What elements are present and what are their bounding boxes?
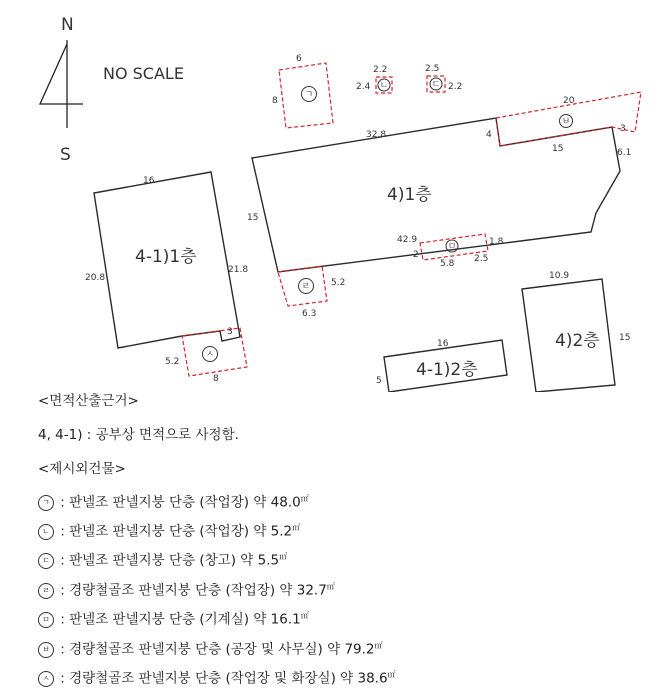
dim-label: 21.8 xyxy=(228,265,249,275)
annex-symbol: ㅅ xyxy=(205,350,215,360)
dim-label: 16 xyxy=(437,339,449,349)
item-text: : 판넬조 판넬지붕 단층 (창고) 약 5.5 xyxy=(56,552,280,569)
south-label: S xyxy=(60,145,71,165)
building-4-floor1 xyxy=(247,118,631,272)
annex-d xyxy=(425,64,462,92)
annex-symbol: ㅁ xyxy=(447,242,457,252)
annex-symbol-badge: ㄹ xyxy=(38,583,54,599)
annex-symbol: ㄴ xyxy=(379,81,389,91)
extra-building-item xyxy=(38,521,300,540)
dim-label: 42.9 xyxy=(397,235,418,245)
north-arrow xyxy=(40,15,83,165)
dim-label: 6.1 xyxy=(617,148,632,158)
annex-n xyxy=(356,65,392,93)
building-4-1-floor1-label: 4-1)1층 xyxy=(135,247,197,267)
building-4-1-floor2 xyxy=(376,339,507,392)
dim-label: 15 xyxy=(619,333,631,343)
dim-label: 32.8 xyxy=(366,130,387,140)
annex-m xyxy=(413,234,504,269)
extra-building-item xyxy=(38,492,309,511)
building-4-1-floor1 xyxy=(85,172,248,348)
dim-label: 2 xyxy=(413,250,419,260)
building-4-floor2 xyxy=(522,271,630,392)
dim-label: 20 xyxy=(563,96,575,106)
building-4-floor1-label: 4)1층 xyxy=(387,185,432,205)
north-label: N xyxy=(61,15,74,35)
sqm-unit: ㎡ xyxy=(300,494,309,503)
item-text: : 판넬조 판넬지붕 단층 (기계실) 약 16.1 xyxy=(56,611,301,628)
annex-b xyxy=(496,92,641,146)
dim-label: 6 xyxy=(296,54,302,64)
annex-symbol: ㅂ xyxy=(561,117,571,127)
annex-symbol: ㄹ xyxy=(301,282,311,292)
dim-label: 3 xyxy=(227,327,233,337)
item-text: : 경량철골조 판넬지붕 단층 (작업장) 약 32.7 xyxy=(56,582,327,599)
building-4-1-floor2-label: 4-1)2층 xyxy=(416,360,478,380)
item-text: : 경량철골조 판넬지붕 단층 (공장 및 사무실) 약 79.2 xyxy=(56,641,375,658)
dim-label: 2.5 xyxy=(474,254,489,264)
item-text: : 판넬조 판넬지붕 단층 (작업장) 약 48.0 xyxy=(56,494,301,511)
extra-building-item xyxy=(38,609,309,628)
dim-label: 2.2 xyxy=(448,82,463,92)
annex-symbol-badge: ㄴ xyxy=(38,524,54,540)
dim-label: 2.2 xyxy=(373,65,388,75)
dim-label: 5.2 xyxy=(331,278,346,288)
dim-label: 5.8 xyxy=(440,259,455,269)
dim-label: 15 xyxy=(247,213,259,223)
area-basis-title: <면적산출근거> xyxy=(38,393,139,409)
scale-note: NO SCALE xyxy=(103,64,184,83)
sqm-unit: ㎡ xyxy=(300,611,309,620)
dim-label: 2.5 xyxy=(425,64,440,74)
sqm-unit: ㎡ xyxy=(387,670,396,679)
building-4-floor2-label: 4)2층 xyxy=(555,331,600,351)
dim-label: 6.3 xyxy=(302,309,317,319)
annex-symbol: ㄱ xyxy=(304,90,314,100)
annex-r xyxy=(278,266,345,319)
dim-label: 3 xyxy=(620,124,626,134)
annex-symbol: ㄷ xyxy=(431,80,441,90)
dim-label: 10.9 xyxy=(549,271,570,281)
sqm-unit: ㎡ xyxy=(326,582,335,591)
dim-label: 16 xyxy=(143,176,155,186)
sqm-unit: ㎡ xyxy=(374,641,383,650)
dim-label: 5 xyxy=(376,376,382,386)
extra-buildings-title: <제시외건물> xyxy=(38,461,126,477)
item-text: : 경량철골조 판넬지붕 단층 (작업장 및 화장실) 약 38.6 xyxy=(56,670,388,687)
annex-g xyxy=(272,54,333,128)
dim-label: 8 xyxy=(213,374,219,384)
area-basis-text: 4, 4-1) : 공부상 면적으로 사정함. xyxy=(38,427,239,443)
dim-label: 4 xyxy=(486,130,492,140)
annex-symbol-badge: ㄱ xyxy=(38,495,54,511)
extra-building-item xyxy=(38,580,335,599)
item-text: : 판넬조 판넬지붕 단층 (작업장) 약 5.2 xyxy=(56,523,293,540)
dim-label: 15 xyxy=(552,144,564,154)
annex-symbol-badge: ㄷ xyxy=(38,553,54,569)
extra-building-item xyxy=(38,639,383,658)
dim-label: 2.4 xyxy=(356,82,371,92)
annex-symbol-badge: ㅅ xyxy=(38,671,54,687)
sqm-unit: ㎡ xyxy=(292,523,301,532)
annex-symbol-badge: ㅁ xyxy=(38,612,54,628)
dim-label: 1.8 xyxy=(489,237,504,247)
dim-label: 5.2 xyxy=(165,357,180,367)
extra-building-item xyxy=(38,550,287,569)
dim-label: 20.8 xyxy=(85,273,106,283)
extra-building-item xyxy=(38,668,396,687)
sqm-unit: ㎡ xyxy=(279,552,288,561)
dim-label: 8 xyxy=(272,96,278,106)
annex-symbol-badge: ㅂ xyxy=(38,642,54,658)
